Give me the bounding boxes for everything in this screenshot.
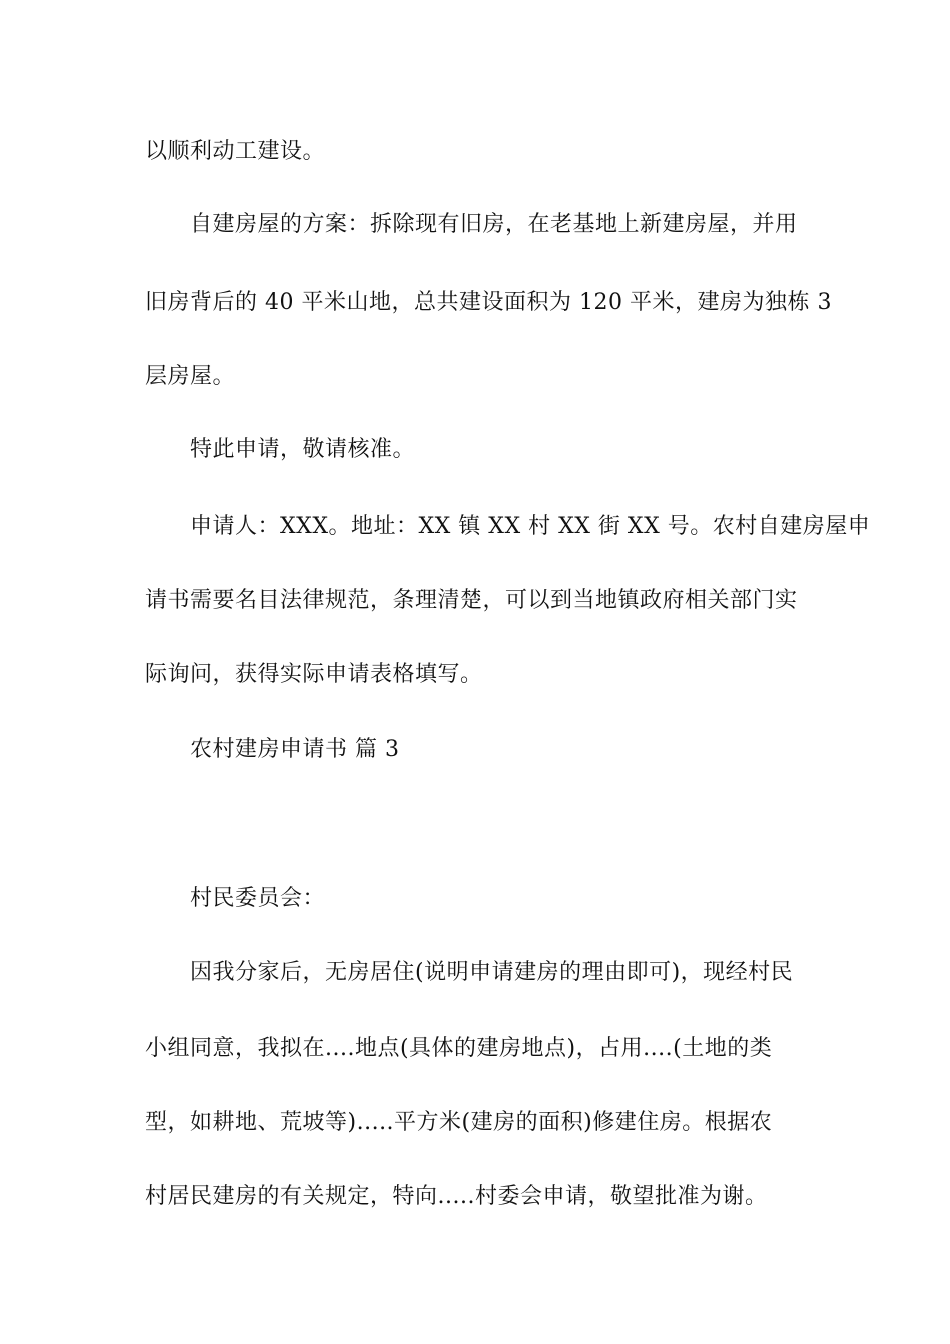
paragraph-request-statement: 特此申请，敬请核准。 [190,437,416,462]
body-text-line: 型，如耕地、荒坡等).....平方米(建房的面积)修建住房。根据农 [145,1110,773,1135]
body-text-line: 村居民建房的有关规定，特向.....村委会申请，敬望批准为谢。 [145,1184,768,1209]
paragraph-reason-start: 因我分家后，无房居住(说明申请建房的理由即可)，现经村民 [190,960,794,985]
body-text-line: 层房屋。 [145,364,236,389]
paragraph-plan-start: 自建房屋的方案：拆除现有旧房，在老基地上新建房屋，并用 [190,212,798,237]
body-text-line: 以顺利动工建设。 [145,139,326,164]
body-text-line: 请书需要名目法律规范，条理清楚，可以到当地镇政府相关部门实 [145,588,798,613]
body-text-line: 际询问，获得实际申请表格填写。 [145,662,483,687]
body-text-line: 小组同意，我拟在....地点(具体的建房地点)，占用....(土地的类 [145,1036,773,1061]
body-text-line: 旧房背后的 40 平米山地，总共建设面积为 120 平米，建房为独栋 3 [145,290,832,315]
paragraph-applicant-start: 申请人：XXX。地址：XX 镇 XX 村 XX 街 XX 号。农村自建房屋申 [190,514,871,539]
section-heading: 农村建房申请书 篇 3 [190,737,400,762]
letter-salutation: 村民委员会： [190,886,326,911]
